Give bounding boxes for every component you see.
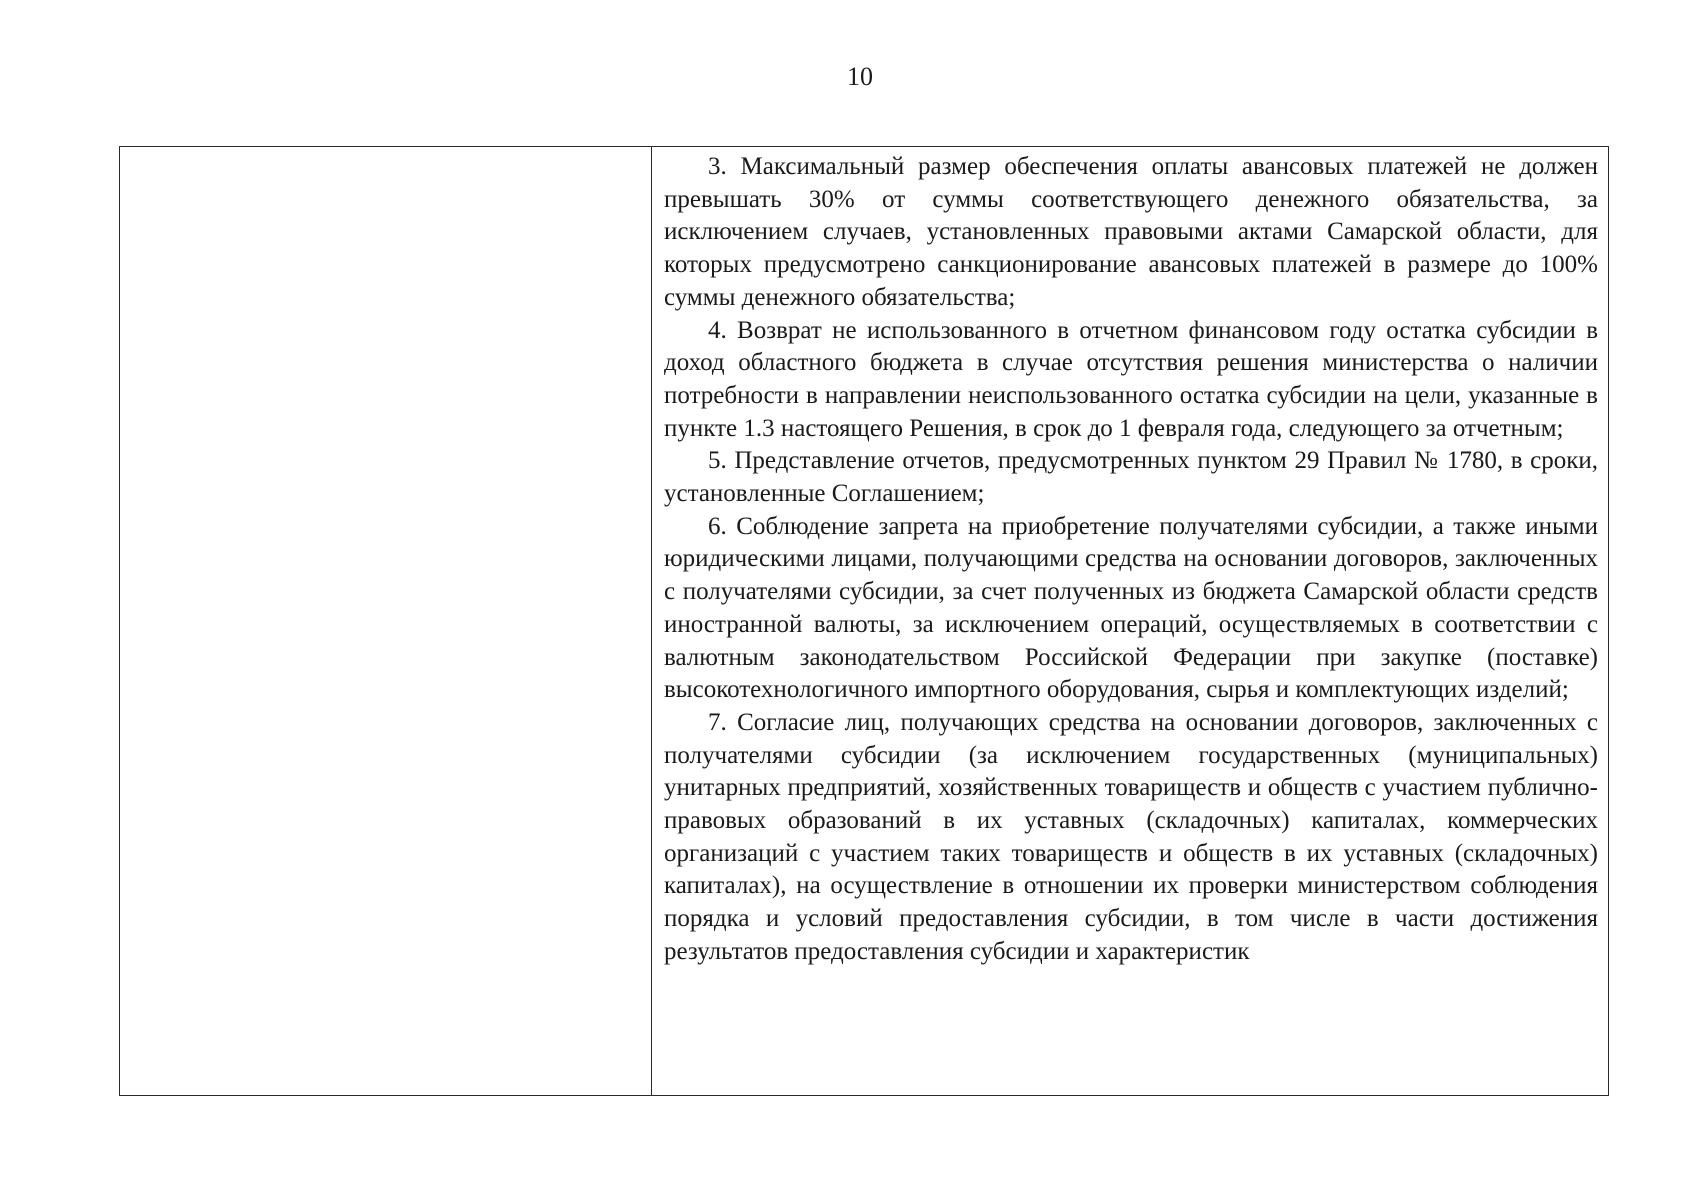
document-table xyxy=(119,146,1609,1096)
paragraph-item-7: 7. Согласие лиц, получающих средства на основании договоров, заключенных с получателями субсидии (за исключением государственных (муниципальных) унитарных предприятий, хозяйственных товариществ и обществ с участием публично-правовых образований в их уставных (складочных) капиталах, коммерческих организаций с участием таких товариществ и обществ в их уставных (складочных) капиталах), на осуществление в отношении их проверки министерством соблюдения порядка и условий предоставления субсидии, в том числе в части достижения результатов предоставления субсидии и характеристик xyxy=(664,708,1598,965)
table-right-cell xyxy=(652,147,1608,1095)
table-left-cell xyxy=(120,147,652,1095)
paragraph-item-5: 5. Представление отчетов, предусмотренных пунктом 29 Правил № 1780, в сроки, установленные Соглашением; xyxy=(664,447,1598,508)
paragraph-item-3: 3. Максимальный размер обеспечения оплаты авансовых платежей не должен превышать 30% от суммы соответствующего денежного обязательства, за исключением случаев, установленных правовыми актами Самарской области, для которых предусмотрено санкционирование авансовых платежей в размере до 100% суммы денежного обязательства; xyxy=(664,153,1598,311)
paragraph-item-6: 6. Соблюдение запрета на приобретение получателями субсидии, а также иными юридическими лицами, получающими средства на основании договоров, заключенных с получателями субсидии, за счет полученных из бюджета Самарской области средств иностранной валюты, за исключением операций, осуществляемых в соответствии с валютным законодательством Российской Федерации при закупке (поставке) высокотехнологичного импортного оборудования, сырья и комплектующих изделий; xyxy=(664,512,1598,704)
page-number: 10 xyxy=(847,62,873,91)
paragraph-item-4: 4. Возврат не использованного в отчетном финансовом году остатка субсидии в доход областного бюджета в случае отсутствия решения министерства о наличии потребности в направлении неиспользованного остатка субсидии на цели, указанные в пункте 1.3 настоящего Решения, в срок до 1 февраля года, следующего за отчетным; xyxy=(664,316,1598,442)
